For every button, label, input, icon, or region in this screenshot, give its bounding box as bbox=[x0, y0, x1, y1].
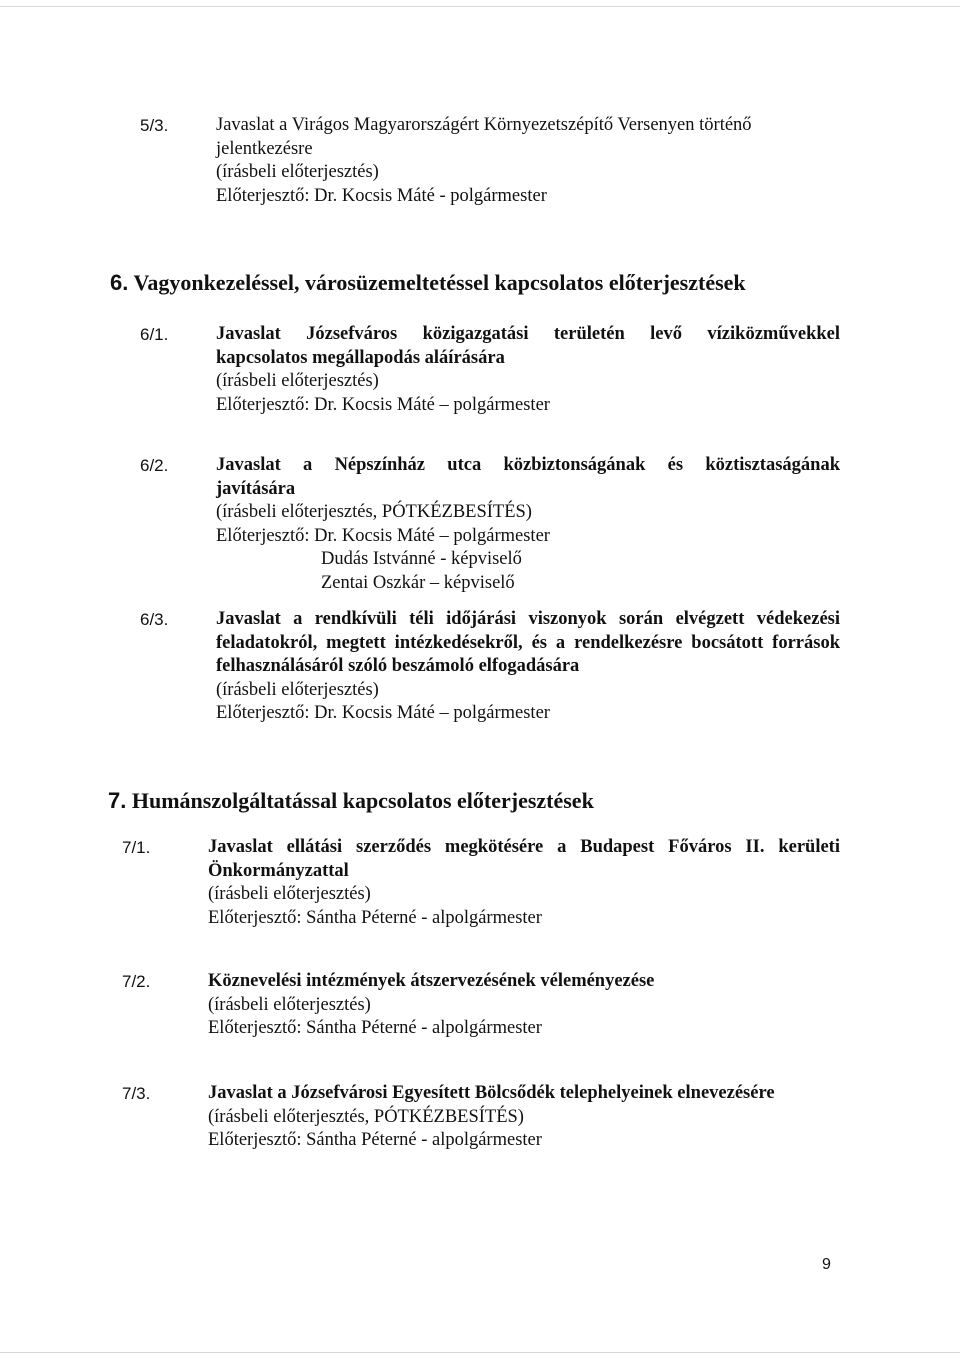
item-presenter: Előterjesztő: Dr. Kocsis Máté – polgármester bbox=[216, 703, 550, 723]
item-presenter: Előterjesztő: Dr. Kocsis Máté – polgármester bbox=[216, 525, 550, 546]
page-number: 9 bbox=[822, 1256, 831, 1273]
item-title-line: feladatokról, megtett intézkedésekről, és a rendelkezésre bocsátott források bbox=[216, 632, 840, 653]
item-presenter: Előterjesztő: Sántha Péterné - alpolgármester bbox=[208, 1018, 542, 1038]
item-submission-type: (írásbeli előterjesztés) bbox=[216, 162, 379, 182]
item-submission-type: (írásbeli előterjesztés) bbox=[208, 884, 371, 904]
scan-edge-bottom bbox=[0, 1352, 960, 1353]
item-body bbox=[216, 454, 840, 595]
section-number: 6. bbox=[110, 270, 129, 295]
section-title: Humánszolgáltatással kapcsolatos előterjesztések bbox=[131, 788, 594, 813]
item-number: 7/3. bbox=[122, 1084, 151, 1103]
item-submission-type: (írásbeli előterjesztés) bbox=[208, 994, 371, 1015]
item-co-presenter: Zentai Oszkár – képviselő bbox=[321, 572, 515, 593]
item-title-line: Köznevelési intézmények átszervezésének véleményezése bbox=[208, 971, 655, 991]
section-title: Vagyonkezeléssel, városüzemeltetéssel kapcsolatos előterjesztések bbox=[133, 270, 746, 295]
item-submission-type: (írásbeli előterjesztés, PÓTKÉZBESÍTÉS) bbox=[208, 1106, 524, 1127]
item-body bbox=[208, 836, 840, 930]
section-heading-7 bbox=[108, 788, 594, 814]
item-title-line: Önkormányzattal bbox=[208, 860, 349, 881]
item-presenter: Előterjesztő: Dr. Kocsis Máté – polgármester bbox=[216, 394, 550, 415]
item-co-presenter: Dudás Istvánné - képviselő bbox=[321, 549, 522, 569]
item-title-line: Javaslat a rendkívüli téli időjárási viszonyok során elvégzett védekezési bbox=[216, 609, 840, 629]
item-title-line: Javaslat a Józsefvárosi Egyesített Bölcsődék telephelyeinek elnevezésére bbox=[208, 1083, 775, 1103]
item-number: 7/1. bbox=[122, 838, 151, 857]
item-submission-type: (írásbeli előterjesztés, PÓTKÉZBESÍTÉS) bbox=[216, 502, 532, 522]
item-title-line: Javaslat a Népszínház utca közbiztonságának és köztisztaságának bbox=[216, 455, 840, 475]
item-body bbox=[216, 323, 840, 417]
item-body bbox=[216, 114, 840, 208]
item-body bbox=[216, 608, 840, 726]
item-number: 6/2. bbox=[140, 456, 169, 475]
item-title-line: javítására bbox=[216, 478, 296, 499]
item-presenter: Előterjesztő: Sántha Péterné - alpolgármester bbox=[208, 1130, 542, 1150]
item-number: 6/3. bbox=[140, 610, 169, 629]
item-title-line: Javaslat ellátási szerződés megkötésére a Budapest Főváros II. kerületi bbox=[208, 837, 840, 857]
item-title-line: kapcsolatos megállapodás aláírására bbox=[216, 347, 505, 368]
item-presenter: Előterjesztő: Dr. Kocsis Máté - polgármester bbox=[216, 185, 547, 206]
item-number: 7/2. bbox=[122, 972, 151, 991]
item-title-line: jelentkezésre bbox=[216, 138, 313, 159]
item-body bbox=[208, 1082, 840, 1153]
item-submission-type: (írásbeli előterjesztés) bbox=[216, 371, 379, 391]
section-number: 7. bbox=[108, 788, 127, 813]
item-number: 5/3. bbox=[140, 116, 169, 135]
scan-edge-top bbox=[0, 6, 960, 7]
item-title-line: Javaslat a Virágos Magyarországért Környezetszépítő Versenyen történő bbox=[216, 115, 752, 135]
section-heading-6 bbox=[110, 270, 746, 296]
item-presenter: Előterjesztő: Sántha Péterné - alpolgármester bbox=[208, 907, 542, 928]
item-title-line: felhasználásáról szóló beszámoló elfogadására bbox=[216, 656, 580, 676]
item-body bbox=[208, 970, 840, 1041]
item-submission-type: (írásbeli előterjesztés) bbox=[216, 679, 379, 700]
item-number: 6/1. bbox=[140, 325, 169, 344]
item-title-line: Javaslat Józsefváros közigazgatási területén levő víziközművekkel bbox=[216, 324, 840, 344]
